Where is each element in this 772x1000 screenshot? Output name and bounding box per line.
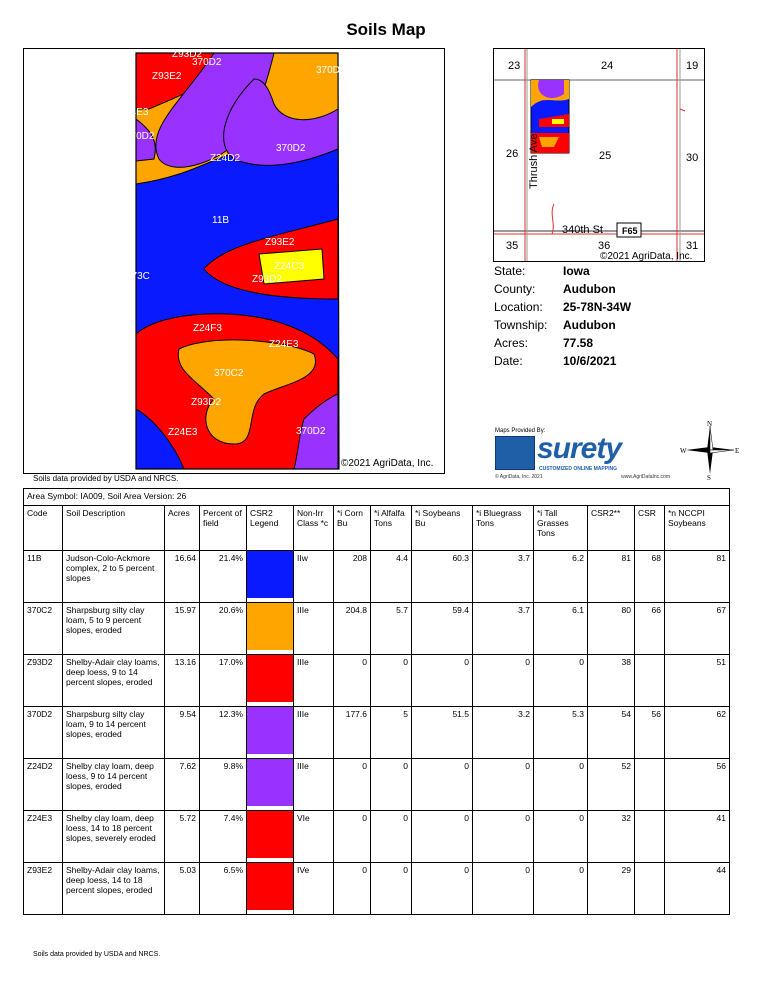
cell-code: 370D2 [24,707,63,759]
cell-description: Sharpsburg silty clay loam, 5 to 9 percent slopes, eroded [63,603,165,655]
header-soil-description: Soil Description [63,506,165,551]
soils-map [23,48,445,474]
compass-s: S [707,474,711,480]
section-number: 23 [508,60,521,72]
soil-map-label: Z24F3 [193,323,222,334]
table-row [24,551,730,603]
cell-csr: 66 [635,603,665,655]
area-symbol: Area Symbol: IA009, Soil Area Version: 26 [24,489,730,506]
cell-corn: 208 [334,551,371,603]
cell-acres: 15.97 [165,603,200,655]
cell-description: Shelby clay loam, deep loess, 9 to 14 percent slopes, eroded [63,759,165,811]
cell-corn: 0 [334,863,371,915]
table-row [24,863,730,915]
cell-soybeans: 51.5 [412,707,473,759]
cell-percent: 21.4% [200,551,247,603]
header-csr2: CSR2** [588,506,635,551]
logo-website: www.AgriDataInc.com [621,474,670,480]
cell-percent: 17.0% [200,655,247,707]
header-nccpi-soybeans: *n NCCPI Soybeans [665,506,730,551]
info-value: Audubon [563,282,616,296]
soil-map-label: 370D2 [316,65,346,76]
cell-csr2: 54 [588,707,635,759]
cell-csr2: 29 [588,863,635,915]
map-source-note: Soils data provided by USDA and NRCS. [33,474,179,483]
locator-map-canvas [494,49,704,261]
soil-map-label: 370C2 [214,368,244,379]
cell-csr2-legend [247,863,294,915]
cell-corn: 0 [334,811,371,863]
cell-code: 370C2 [24,603,63,655]
cell-class: VIe [294,811,334,863]
info-value: 25-78N-34W [563,300,632,314]
cell-alfalfa: 5 [371,707,412,759]
cell-code: Z24D2 [24,759,63,811]
locator-stream [552,204,554,234]
csr2-legend-swatch [247,551,293,598]
info-value: Iowa [563,264,590,278]
logo-copyright: © AgriData, Inc. 2021 [495,474,543,480]
section-number: 36 [598,240,611,252]
soil-map-label: Z24E3 [269,339,299,350]
soil-map-label: Z93E2 [152,71,182,82]
cell-soybeans: 59.4 [412,603,473,655]
cell-percent: 12.3% [200,707,247,759]
cell-bluegrass: 3.7 [473,603,534,655]
cell-class: IVe [294,863,334,915]
map-copyright: ©2021 AgriData, Inc. [341,458,434,469]
cell-tall-grasses: 0 [534,863,588,915]
cell-csr2-legend [247,551,294,603]
cell-csr [635,655,665,707]
soil-map-label: Z24E3 [119,107,149,118]
soil-map-label: 370D2 [276,143,306,154]
cell-nccpi: 81 [665,551,730,603]
property-info [494,262,631,370]
cell-alfalfa: 0 [371,811,412,863]
header-bluegrass: *i Bluegrass Tons [473,506,534,551]
soil-map-label: 370D2 [125,131,155,142]
cell-soybeans: 0 [412,811,473,863]
cell-nccpi: 51 [665,655,730,707]
locator-map [493,48,705,262]
cell-acres: 5.72 [165,811,200,863]
logo-tagline: CUSTOMIZED ONLINE MAPPING [539,466,617,472]
header-code: Code [24,506,63,551]
cell-description: Shelby-Adair clay loams, deep loess, 14 to 18 percent slopes, eroded [63,863,165,915]
cell-csr2-legend [247,811,294,863]
cell-csr2-legend [247,655,294,707]
info-value: Audubon [563,318,616,332]
cell-tall-grasses: 6.2 [534,551,588,603]
header-tall-grasses: *i Tall Grasses Tons [534,506,588,551]
info-row-location [494,298,631,316]
soils-table [23,488,730,915]
cell-csr2-legend [247,603,294,655]
soil-map-label: 11B [212,215,230,226]
cell-percent: 7.4% [200,811,247,863]
cell-bluegrass: 0 [473,655,534,707]
soil-map-label: Z24D2 [210,153,241,164]
soil-map-label: 370D2 [296,426,326,437]
cell-tall-grasses: 5.3 [534,707,588,759]
cell-csr [635,759,665,811]
cell-description: Judson-Colo-Ackmore complex, 2 to 5 percent slopes [63,551,165,603]
header-csr: CSR [635,506,665,551]
locator-stream [680,109,685,111]
page-title: Soils Map [346,20,426,39]
soil-map-label: 273C [126,271,150,282]
cell-nccpi: 41 [665,811,730,863]
header-acres: Acres [165,506,200,551]
section-number: 25 [599,150,612,162]
cell-nccpi: 62 [665,707,730,759]
soil-map-label: 370D2 [192,57,222,68]
header-percent: Percent of field [200,506,247,551]
section-number: 19 [686,60,699,72]
footer-source-note: Soils data provided by USDA and NRCS. [33,951,161,958]
cell-soybeans: 0 [412,655,473,707]
cell-tall-grasses: 6.1 [534,603,588,655]
logo-provided-text: Maps Provided By: [495,428,546,434]
cell-corn: 0 [334,655,371,707]
area-symbol-row [24,489,730,506]
cell-code: Z24E3 [24,811,63,863]
cell-nccpi: 56 [665,759,730,811]
table-row [24,603,730,655]
highway-label: F65 [622,226,638,236]
compass-w: W [680,447,687,455]
cell-csr2: 52 [588,759,635,811]
cell-alfalfa: 0 [371,759,412,811]
cell-description: Shelby clay loam, deep loess, 14 to 18 percent slopes, severely eroded [63,811,165,863]
soil-map-label: Z93D2 [172,49,203,60]
surety-logo [493,428,673,484]
cell-csr2: 80 [588,603,635,655]
cell-alfalfa: 0 [371,655,412,707]
soil-map-label: Z93D2 [252,274,283,285]
header-alfalfa: *i Alfalfa Tons [371,506,412,551]
cell-code: Z93D2 [24,655,63,707]
table-row [24,759,730,811]
header-soybeans: *i Soybeans Bu [412,506,473,551]
cell-soybeans: 0 [412,863,473,915]
cell-acres: 16.64 [165,551,200,603]
cell-csr [635,863,665,915]
info-key: Location: [494,300,543,314]
info-row-township [494,316,631,334]
cell-class: IIw [294,551,334,603]
section-number: 26 [506,148,519,160]
cell-nccpi: 44 [665,863,730,915]
soil-map-label: Z24C3 [274,261,305,272]
compass-rose-icon [680,420,740,480]
cell-alfalfa: 5.7 [371,603,412,655]
cell-class: IIIe [294,655,334,707]
road-label-thrush-ave: Thrush Ave [528,133,540,189]
cell-bluegrass: 0 [473,863,534,915]
cell-description: Shelby-Adair clay loams, deep loess, 9 to 14 percent slopes, eroded [63,655,165,707]
cell-csr2-legend [247,707,294,759]
cell-csr2: 81 [588,551,635,603]
road-label-340th-st: 340th St [562,224,603,236]
cell-bluegrass: 0 [473,759,534,811]
logo-footer [495,474,670,480]
csr2-legend-swatch [247,759,293,806]
section-number: 30 [686,152,699,164]
table-header-row [24,506,730,551]
cell-corn: 204.8 [334,603,371,655]
cell-csr2-legend [247,759,294,811]
cell-percent: 9.8% [200,759,247,811]
info-row-date [494,352,631,370]
cell-acres: 9.54 [165,707,200,759]
soil-map-label: Z93D2 [191,397,222,408]
cell-acres: 7.62 [165,759,200,811]
cell-csr [635,811,665,863]
header-corn: *i Corn Bu [334,506,371,551]
table-row [24,655,730,707]
cell-code: 11B [24,551,63,603]
cell-csr2: 38 [588,655,635,707]
cell-alfalfa: 0 [371,863,412,915]
cell-bluegrass: 3.7 [473,551,534,603]
info-key: County: [494,282,536,296]
header-csr2-legend: CSR2 Legend [247,506,294,551]
table-row [24,811,730,863]
cell-csr2: 32 [588,811,635,863]
cell-percent: 20.6% [200,603,247,655]
info-value: 77.58 [563,336,594,350]
cell-acres: 13.16 [165,655,200,707]
cell-code: Z93E2 [24,863,63,915]
compass-n: N [707,420,713,428]
csr2-legend-swatch [247,603,293,650]
cell-corn: 0 [334,759,371,811]
section-number: 24 [601,60,614,72]
csr2-legend-swatch [247,811,293,858]
info-row-county [494,280,631,298]
cell-class: IIIe [294,603,334,655]
cell-soybeans: 0 [412,759,473,811]
logo-brand: surety [537,432,622,465]
cell-nccpi: 67 [665,603,730,655]
cell-csr: 56 [635,707,665,759]
csr2-legend-swatch [247,707,293,754]
cell-acres: 5.03 [165,863,200,915]
soil-map-label: Z93E2 [265,237,295,248]
cell-bluegrass: 3.2 [473,707,534,759]
cell-bluegrass: 0 [473,811,534,863]
cell-percent: 6.5% [200,863,247,915]
cell-csr: 68 [635,551,665,603]
info-key: Date: [494,354,523,368]
info-key: Township: [494,318,548,332]
csr2-legend-swatch [247,863,293,910]
compass-e: E [735,447,740,455]
info-row-state [494,262,631,280]
soil-map-label: Z24E3 [168,427,198,438]
soils-map-canvas [24,49,444,473]
cell-corn: 177.6 [334,707,371,759]
cell-soybeans: 60.3 [412,551,473,603]
info-key: Acres: [494,336,529,350]
table-row [24,707,730,759]
cell-class: IIIe [294,759,334,811]
cell-tall-grasses: 0 [534,655,588,707]
cell-tall-grasses: 0 [534,811,588,863]
globe-icon [495,436,535,470]
header-non-irr-class: Non-Irr Class *c [294,506,334,551]
cell-alfalfa: 4.4 [371,551,412,603]
section-number: 31 [686,240,699,252]
locator-copyright: ©2021 AgriData, Inc. [600,251,693,261]
info-value: 10/6/2021 [563,354,617,368]
cell-description: Sharpsburg silty clay loam, 9 to 14 percent slopes, eroded [63,707,165,759]
info-key: State: [494,264,526,278]
info-row-acres [494,334,631,352]
section-number: 35 [506,240,519,252]
cell-class: IIIe [294,707,334,759]
cell-tall-grasses: 0 [534,759,588,811]
csr2-legend-swatch [247,655,293,702]
